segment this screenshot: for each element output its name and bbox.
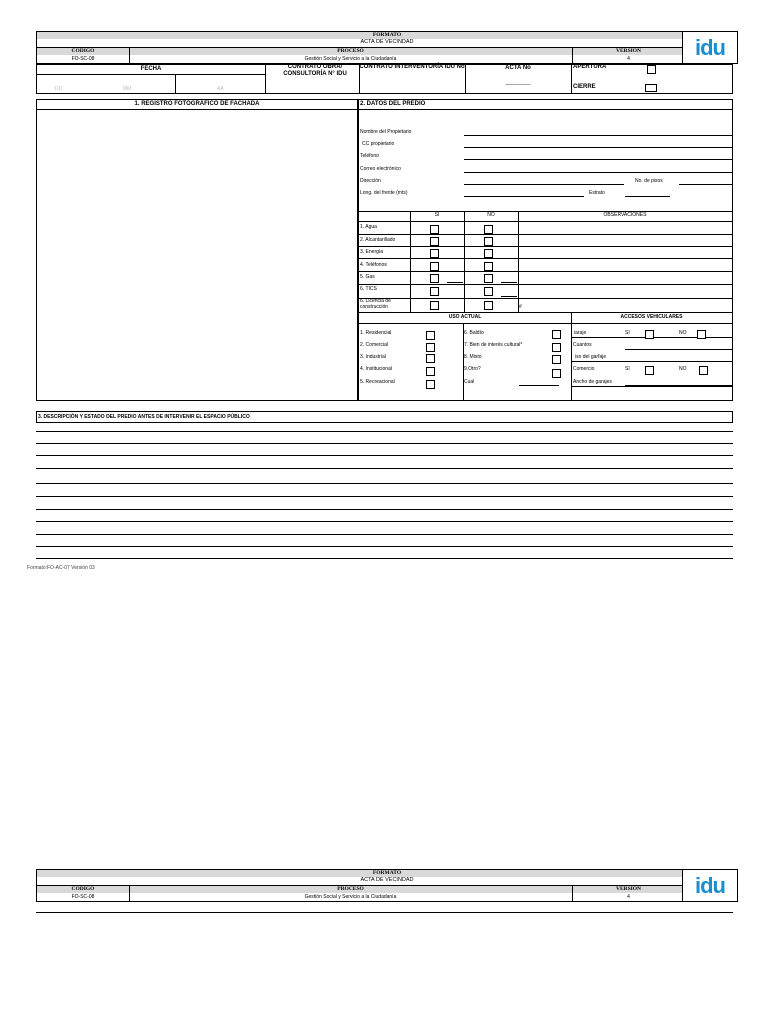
uso-label: 7. Bien de interés cultural* xyxy=(464,342,523,348)
form-title: ACTA DE VECINDAD xyxy=(360,877,414,883)
comercio-no-checkbox[interactable] xyxy=(699,366,708,375)
field-label: Long. del frente (mts) xyxy=(360,190,408,196)
proceso-label: PROCESO xyxy=(337,886,364,892)
service-label: 6. Licencia de construcción xyxy=(360,298,391,310)
proceso-label: PROCESO xyxy=(337,48,364,54)
version-value: 4 xyxy=(627,56,630,62)
telefonos-no-checkbox[interactable] xyxy=(484,262,493,271)
field-label: Nombre del Propietario xyxy=(360,129,412,135)
bien-cultural-checkbox[interactable] xyxy=(552,343,561,352)
tics-no-checkbox[interactable] xyxy=(484,287,493,296)
estrato-line[interactable] xyxy=(625,196,670,197)
owner-name-line[interactable] xyxy=(464,135,732,136)
otro-checkbox[interactable] xyxy=(552,369,561,378)
bottom-divider xyxy=(36,912,733,913)
field-label: Teléfono xyxy=(360,153,379,159)
baldio-checkbox[interactable] xyxy=(552,330,561,339)
top-row xyxy=(36,64,733,94)
version-value: 4 xyxy=(627,894,630,900)
alcantarillado-no-checkbox[interactable] xyxy=(484,237,493,246)
service-label: 1. Agua xyxy=(360,224,377,230)
uso-label: 6. Baldío xyxy=(464,330,484,336)
uso-label: 9.Otro? xyxy=(464,366,481,372)
section3-title-bar xyxy=(36,411,733,423)
section3-title: 3. DESCRIPCIÓN Y ESTADO DEL PREDIO ANTES DE INTERVENIR EL ESPACIO PÚBLICO xyxy=(38,414,250,420)
field-label: CC propietario xyxy=(362,141,395,147)
proceso-value: Gestión Social y Servicio a la Ciudadanía xyxy=(304,894,397,900)
comercio-si-label: SI xyxy=(625,366,630,372)
ancho-garajes-line[interactable] xyxy=(625,385,732,386)
email-line[interactable] xyxy=(464,172,732,173)
institucional-checkbox[interactable] xyxy=(426,367,435,376)
service-label: 5. Gas xyxy=(360,274,375,280)
codigo-value: FO-SC-08 xyxy=(71,56,95,62)
fecha-label: FECHA xyxy=(140,66,162,72)
agua-si-checkbox[interactable] xyxy=(430,225,439,234)
accesos-title: ACCESOS VEHICULARES xyxy=(620,314,683,320)
licencia-number-mark: # xyxy=(519,304,522,310)
acceso-label: Cuantos xyxy=(573,342,592,348)
recreacional-checkbox[interactable] xyxy=(426,380,435,389)
uso-label: 2. Comercial xyxy=(360,342,389,348)
codigo-label: CODIGO xyxy=(71,886,95,892)
idu-logo: idu xyxy=(682,32,737,63)
licencia-no-checkbox[interactable] xyxy=(484,301,493,310)
acceso-label: iso del garfaje xyxy=(575,354,607,360)
section-photo xyxy=(36,99,358,401)
estrato-label: Estrato xyxy=(589,190,605,196)
energia-si-checkbox[interactable] xyxy=(430,249,439,258)
dd-label: DD xyxy=(55,86,63,92)
garaje-si-label: SI xyxy=(625,330,630,336)
uso-label: 5. Recreacional xyxy=(360,379,395,385)
codigo-label: CODIGO xyxy=(71,48,95,54)
address-line[interactable] xyxy=(464,184,624,185)
phone-line[interactable] xyxy=(464,159,732,160)
comercio-si-checkbox[interactable] xyxy=(645,366,654,375)
service-label: 4. Teléfonos xyxy=(360,262,387,268)
formato-label: FORMATO xyxy=(37,870,737,877)
contrato-obra-label: CONTRATO OBRA/ CONSULTORÍA N° IDU xyxy=(283,64,347,77)
telefonos-si-checkbox[interactable] xyxy=(430,262,439,271)
comercio-no-label: NO xyxy=(679,366,687,372)
apertura-checkbox[interactable] xyxy=(647,65,656,74)
form-header xyxy=(36,31,738,64)
no-pisos-label: No. de pisos xyxy=(635,178,663,184)
service-label: 2. Alcantarillado xyxy=(360,237,396,243)
col-no: NO xyxy=(487,212,495,218)
cierre-label: CIERRE xyxy=(573,84,596,90)
pisos-line[interactable] xyxy=(679,184,732,185)
apertura-label: APERTURA xyxy=(573,64,607,70)
industrial-checkbox[interactable] xyxy=(426,354,435,363)
licencia-si-checkbox[interactable] xyxy=(430,301,439,310)
acceso-label: Ancho de garajes xyxy=(573,379,612,385)
alcantarillado-si-checkbox[interactable] xyxy=(430,237,439,246)
col-si: SI xyxy=(434,212,440,218)
service-label: 3. Energía xyxy=(360,249,384,255)
section-predio xyxy=(358,99,733,401)
version-label: VERSION xyxy=(615,48,642,54)
mixto-checkbox[interactable] xyxy=(552,355,561,364)
energia-no-checkbox[interactable] xyxy=(484,249,493,258)
garaje-no-checkbox[interactable] xyxy=(697,330,706,339)
cual-line[interactable] xyxy=(519,385,559,386)
field-label: Correo electrónico xyxy=(360,166,401,172)
acceso-label: Comercio xyxy=(573,366,595,372)
gas-si-checkbox[interactable] xyxy=(430,274,439,283)
cc-line[interactable] xyxy=(464,147,732,148)
uso-label: 8. Mixto xyxy=(464,354,482,360)
aa-label: AA xyxy=(217,86,224,92)
form-header-repeat xyxy=(36,869,738,902)
form-title: ACTA DE VECINDAD xyxy=(360,39,414,45)
col-observaciones: OBSERVACIONES xyxy=(603,212,647,218)
section2-title: 2. DATOS DEL PREDIO xyxy=(360,101,426,107)
cierre-checkbox[interactable] xyxy=(645,84,657,92)
tics-si-checkbox[interactable] xyxy=(430,287,439,296)
proceso-value: Gestión Social y Servicio a la Ciudadanía xyxy=(304,56,397,62)
section1-title: 1. REGISTRO FOTOGRÁFICO DE FACHADA xyxy=(134,101,260,107)
version-label: VERSION xyxy=(615,886,642,892)
uso-label: 4. Institucional xyxy=(360,366,392,372)
uso-actual-title: USO ACTUAL xyxy=(448,314,482,320)
gas-no-checkbox[interactable] xyxy=(484,274,493,283)
acta-no-label: ACTA No xyxy=(505,65,531,71)
agua-no-checkbox[interactable] xyxy=(484,225,493,234)
uso-label: Cual xyxy=(464,379,475,385)
comercial-checkbox[interactable] xyxy=(426,343,435,352)
codigo-value: FO-SC-08 xyxy=(71,894,95,900)
acta-no-field[interactable]: _________ xyxy=(505,80,531,86)
service-label: 6. TICS xyxy=(360,286,377,292)
footer-note: Formato:FO-AC-07 Versión 03 xyxy=(27,565,95,570)
idu-logo: idu xyxy=(682,870,737,901)
field-label: Dirección xyxy=(360,178,381,184)
mm-label: MM xyxy=(123,86,132,92)
contrato-interventoria-label: CONTRATO INTERVENTORÍA IDU No xyxy=(359,64,465,70)
uso-label: 3. Industrial xyxy=(360,354,386,360)
formato-label: FORMATO xyxy=(37,32,737,39)
uso-label: 1. Residencial xyxy=(360,330,392,336)
residencial-checkbox[interactable] xyxy=(426,331,435,340)
frente-line[interactable] xyxy=(464,196,584,197)
garaje-no-label: NO xyxy=(679,330,687,336)
cuantos-line[interactable] xyxy=(625,349,732,350)
garaje-si-checkbox[interactable] xyxy=(645,330,654,339)
acceso-label: iaraje xyxy=(574,330,587,336)
